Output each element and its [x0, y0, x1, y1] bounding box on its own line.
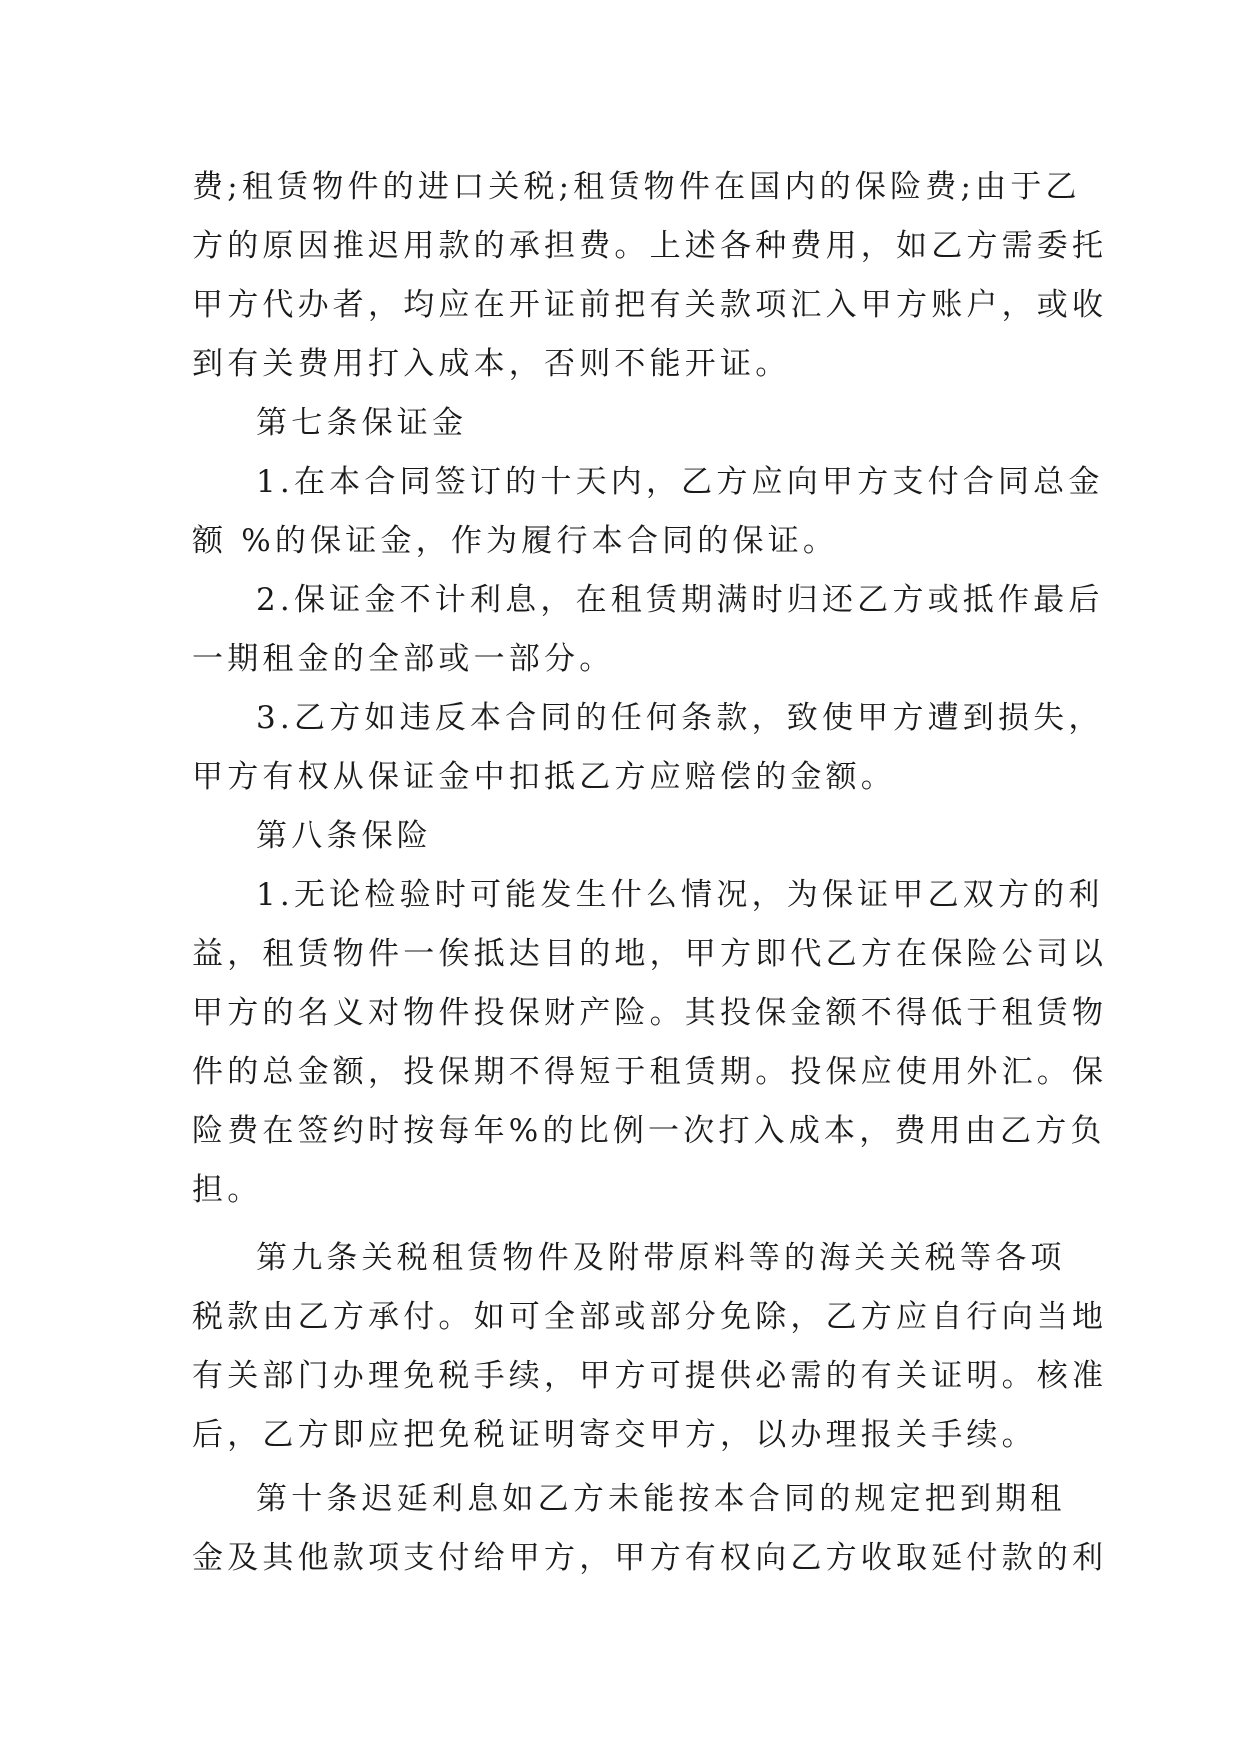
- text-line: 益，租赁物件一俟抵达目的地，甲方即代乙方在保险公司以: [192, 936, 1108, 972]
- text-line: 一期租金的全部或一部分。: [192, 641, 615, 677]
- text-line: 险费在签约时按每年%的比例一次打入成本，费用由乙方负: [192, 1113, 1106, 1149]
- text-line: 额 %的保证金，作为履行本合同的保证。: [192, 523, 839, 559]
- text-line: 甲方的名义对物件投保财产险。其投保金额不得低于租赁物: [192, 995, 1108, 1031]
- text-line: 2.保证金不计利息，在租赁期满时归还乙方或抵作最后: [256, 582, 1104, 618]
- text-line: 有关部门办理免税手续，甲方可提供必需的有关证明。核准: [192, 1358, 1108, 1394]
- text-line: 担。: [192, 1172, 263, 1208]
- section-heading: 第八条保险: [256, 818, 432, 854]
- text-line: 第十条迟延利息如乙方未能按本合同的规定把到期租: [256, 1481, 1066, 1517]
- text-line: 件的总金额，投保期不得短于租赁期。投保应使用外汇。保: [192, 1054, 1108, 1090]
- text-line: 费;租赁物件的进口关税;租赁物件在国内的保险费;由于乙: [192, 169, 1081, 205]
- text-line: 1.在本合同签订的十天内，乙方应向甲方支付合同总金: [256, 464, 1104, 500]
- text-line: 1.无论检验时可能发生什么情况，为保证甲乙双方的利: [256, 877, 1104, 913]
- text-line: 金及其他款项支付给甲方，甲方有权向乙方收取延付款的利: [192, 1540, 1108, 1576]
- text-line: 税款由乙方承付。如可全部或部分免除，乙方应自行向当地: [192, 1299, 1108, 1335]
- text-line: 甲方代办者，均应在开证前把有关款项汇入甲方账户，或收: [192, 287, 1108, 323]
- text-line: 到有关费用打入成本，否则不能开证。: [192, 346, 791, 382]
- text-line: 第九条关税租赁物件及附带原料等的海关关税等各项: [256, 1240, 1066, 1276]
- text-line: 后，乙方即应把免税证明寄交甲方，以办理报关手续。: [192, 1417, 1037, 1453]
- text-line: 甲方有权从保证金中扣抵乙方应赔偿的金额。: [192, 759, 896, 795]
- section-heading: 第七条保证金: [256, 405, 468, 441]
- text-line: 3.乙方如违反本合同的任何条款，致使甲方遭到损失，: [256, 700, 1104, 736]
- text-line: 方的原因推迟用款的承担费。上述各种费用，如乙方需委托: [192, 228, 1108, 264]
